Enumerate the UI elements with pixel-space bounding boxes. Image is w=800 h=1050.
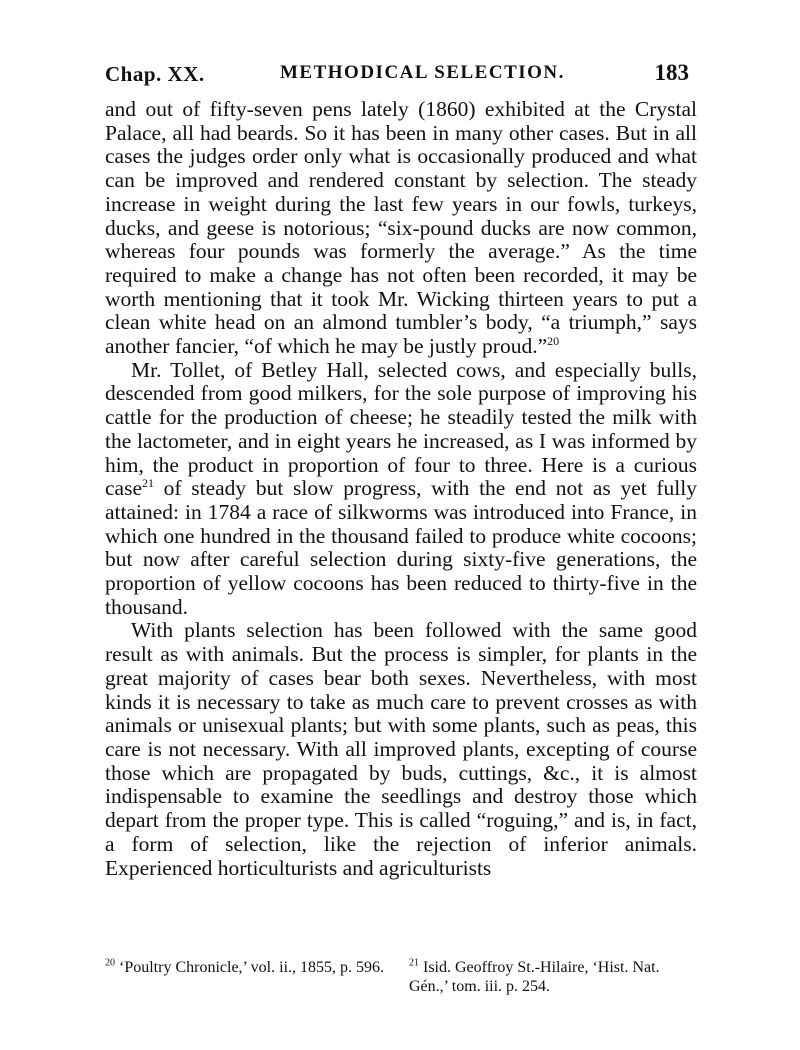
running-header (103, 58, 693, 90)
footnote-ref-21: 21 (142, 476, 154, 491)
footnote-20-text: ‘Poultry Chronicle,’ vol. ii., 1855, p. 596. (119, 959, 385, 976)
page-number: 183 (654, 60, 689, 85)
paragraph-2-text-a: Mr. Tollet, of Betley Hall, selected cows, and especially bulls, descended from good milkers, for the sole purpose of improving his cattle for the production of cheese; he steadily tested the milk with the lactometer, and in eight years he increased, as I was informed by him, the product in proportion of four to three. Here is a curious case (105, 357, 697, 501)
paragraph-3-text: With plants selection has been followed with the same good result as with animals. But the process is simpler, for plants in the great majority of cases bear both sexes. Nevertheless, with most kinds it is necessary to take as much care to prevent crosses as with animals or unisexual plants; but with some plants, such as peas, this care is not necessary. With all improved plants, excepting of course those which are propagated by buds, cuttings, &c., it is almost indispensable to examine the seedlings and destroy those which depart from the proper type. This is called “roguing,” and is, in fact, a form of selection, like the rejection of inferior animals. Experienced horticulturists and agriculturists (105, 618, 697, 880)
footnote-21-text: Isid. Geoffroy St.-Hilaire, ‘Hist. Nat. Gén.,’ tom. iii. p. 254. (409, 959, 660, 995)
footnote-ref-20: 20 (547, 333, 560, 348)
footnote-20 (105, 958, 393, 996)
footnotes (105, 958, 697, 996)
footnote-20-number: 20 (105, 957, 115, 969)
paragraph-1-text: and out of fifty-seven pens lately (1860) exhibited at the Crystal Palace, all had beards. So it has been in many other cases. But in all cases the judges order only what is occasionally produced and what can be improved and rendered constant by selection. The steady increase in weight during the last few years in our fowls, turkeys, ducks, and geese is notorious; “six-pound ducks are now common, whereas four pounds was formerly the average.” As the time required to make a change has not often been recorded, it may be worth mentioning that it took Mr. Wicking thirteen years to put a clean white head on an almond tumbler’s body, “a triumph,” says another fancier, “of which he may be justly proud.” (105, 97, 697, 359)
footnote-21-number: 21 (409, 957, 419, 969)
paragraph-1 (105, 98, 697, 359)
paragraph-2-text-b: of steady but slow progress, with the end not as yet fully attained: in 1784 a race of silkworms was introduced into France, in which one hundred in the thousand failed to produce white cocoons; but now after careful selection during sixty-five generations, the proportion of yellow cocoons has been reduced to thirty-five in the thousand. (105, 476, 697, 619)
body-text (105, 98, 697, 880)
running-title: METHODICAL SELECTION. (280, 62, 565, 83)
chapter-label: Chap. XX. (105, 62, 205, 86)
paragraph-3 (105, 619, 697, 880)
footnote-21 (409, 958, 697, 996)
paragraph-2 (105, 359, 697, 620)
